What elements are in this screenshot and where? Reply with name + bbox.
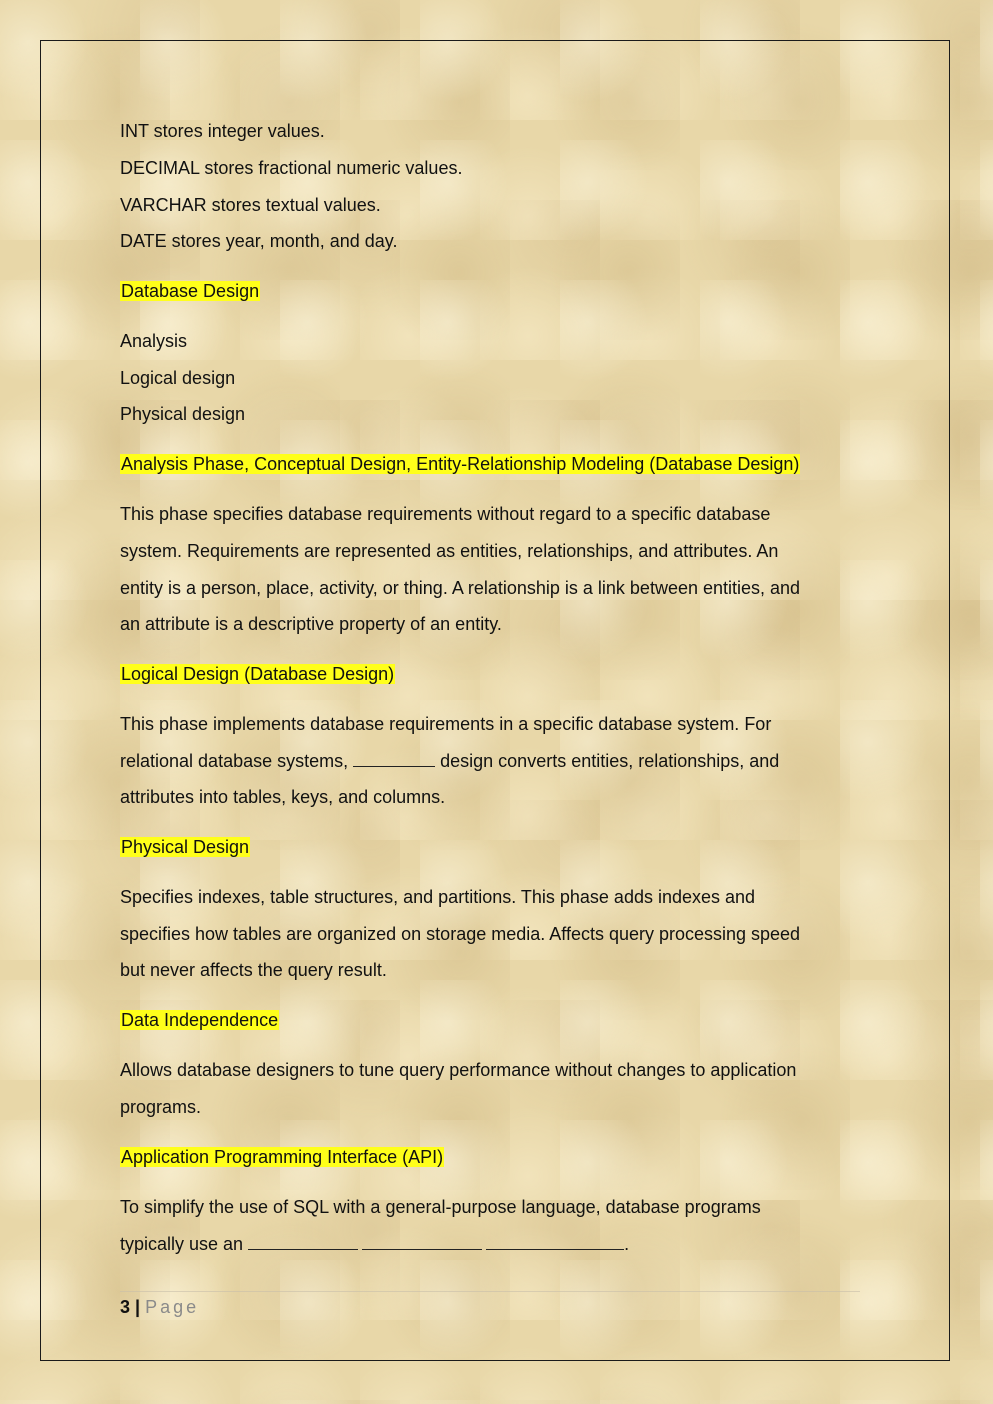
section-heading [120, 280, 260, 302]
paragraph-line: Specifies indexes, table structures, and partitions. This phase adds indexes and [120, 887, 756, 907]
paragraph-line: but never affects the query result. [120, 960, 387, 980]
footer-divider [120, 1291, 860, 1292]
heading-text: Data Independence [121, 1010, 279, 1030]
section-heading [120, 663, 395, 685]
paragraph-line: specifies how tables are organized on storage media. Affects query processing speed [120, 924, 801, 944]
paragraph-line: programs. [120, 1097, 202, 1117]
fill-in-blank [248, 1233, 358, 1250]
paragraph-line: Allows database designers to tune query performance without changes to application [120, 1060, 797, 1080]
fill-in-blank [362, 1233, 482, 1250]
paragraph-line: system. Requirements are represented as entities, relationships, and attributes. An [120, 541, 779, 561]
paragraph-line: an attribute is a descriptive property of an entity. [120, 614, 502, 634]
paragraph-line: This phase implements database requirements in a specific database system. For [120, 714, 772, 734]
list-item: Physical design [120, 404, 246, 424]
heading-text: Logical Design (Database Design) [121, 664, 395, 684]
section-heading [120, 1146, 444, 1168]
list-item: INT stores integer values. [120, 121, 325, 141]
paragraph-line [120, 750, 779, 772]
list-item: VARCHAR stores textual values. [120, 195, 381, 215]
heading-text: Physical Design [121, 837, 250, 857]
list-item: DATE stores year, month, and day. [120, 231, 398, 251]
paragraph-line: entity is a person, place, activity, or thing. A relationship is a link between entities, and [120, 578, 801, 598]
paragraph-line [120, 1233, 629, 1255]
page-label: Page [145, 1297, 200, 1317]
text-span: . [624, 1234, 630, 1254]
list-item: Logical design [120, 368, 236, 388]
heading-text: Analysis Phase, Conceptual Design, Entity-Relationship Modeling (Database Design) [121, 454, 800, 474]
text-span: design converts entities, relationships, and [435, 751, 780, 771]
heading-text: Database Design [121, 281, 260, 301]
paragraph-line: To simplify the use of SQL with a general-purpose language, database programs [120, 1197, 761, 1217]
paragraph-line: This phase specifies database requirements without regard to a specific database [120, 504, 771, 524]
text-span: typically use an [120, 1234, 249, 1254]
fill-in-blank [353, 750, 435, 767]
list-item: Analysis [120, 331, 188, 351]
section-heading [120, 1009, 279, 1031]
list-item: DECIMAL stores fractional numeric values. [120, 158, 463, 178]
footer-separator: | [135, 1297, 141, 1317]
section-heading [120, 453, 800, 475]
section-heading [120, 836, 250, 858]
text-span: relational database systems, [120, 751, 354, 771]
paragraph-line: attributes into tables, keys, and columns. [120, 787, 446, 807]
fill-in-blank [486, 1233, 624, 1250]
page-footer [120, 1296, 199, 1318]
heading-text: Application Programming Interface (API) [121, 1147, 444, 1167]
page-number: 3 [120, 1297, 131, 1317]
